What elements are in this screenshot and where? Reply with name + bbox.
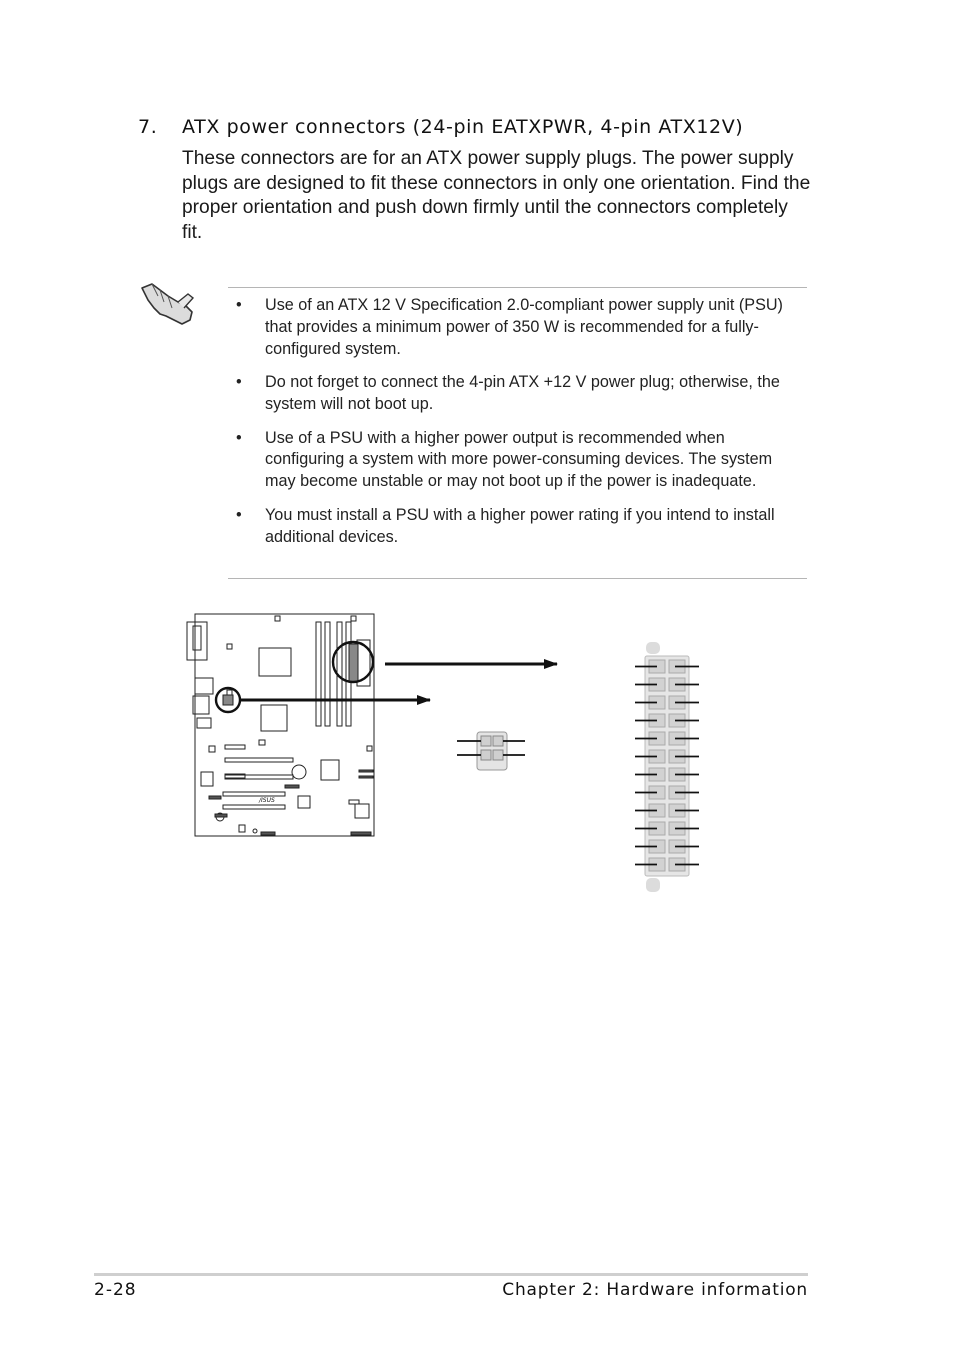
hand-icon xyxy=(138,280,196,330)
section-heading xyxy=(138,116,818,138)
motherboard-layout xyxy=(187,614,374,836)
page-number: 2-28 xyxy=(94,1280,137,1300)
section-number: 7. xyxy=(138,116,158,138)
eatxpwr-connector xyxy=(635,642,699,892)
connector-diagram xyxy=(185,600,725,900)
note-item: • You must install a PSU with a higher power rating if you intend to install additional devices. xyxy=(236,505,775,546)
note-bottom-rule xyxy=(228,578,807,579)
section-body: These connectors are for an ATX power supply plugs. The power supply plugs are designed to fit these connectors in only one orientation. Find the proper orientation and push down firmly until the connectors completely fit. xyxy=(182,148,811,243)
atx12v-connector xyxy=(457,732,525,770)
chapter-title: Chapter 2: Hardware information xyxy=(502,1280,808,1300)
section-title: ATX power connectors (24-pin EATXPWR, 4-pin ATX12V) xyxy=(182,116,744,138)
footer-rule xyxy=(94,1273,808,1276)
note-item: • Use of an ATX 12 V Specification 2.0-compliant power supply unit (PSU) that provides a minimum power of 350 W is recommended for a fully-configured system. xyxy=(236,296,783,358)
note-top-rule xyxy=(228,287,807,288)
note-item: • Do not forget to connect the 4-pin ATX +12 V power plug; otherwise, the system will not boot up. xyxy=(236,373,780,413)
note-list xyxy=(236,295,802,560)
board-logo: /ISUS xyxy=(259,797,275,804)
note-item: • Use of a PSU with a higher power output is recommended when configuring a system with more power-consuming devices. The system may become unstable or may not boot up if the power is inadequate. xyxy=(236,428,773,491)
